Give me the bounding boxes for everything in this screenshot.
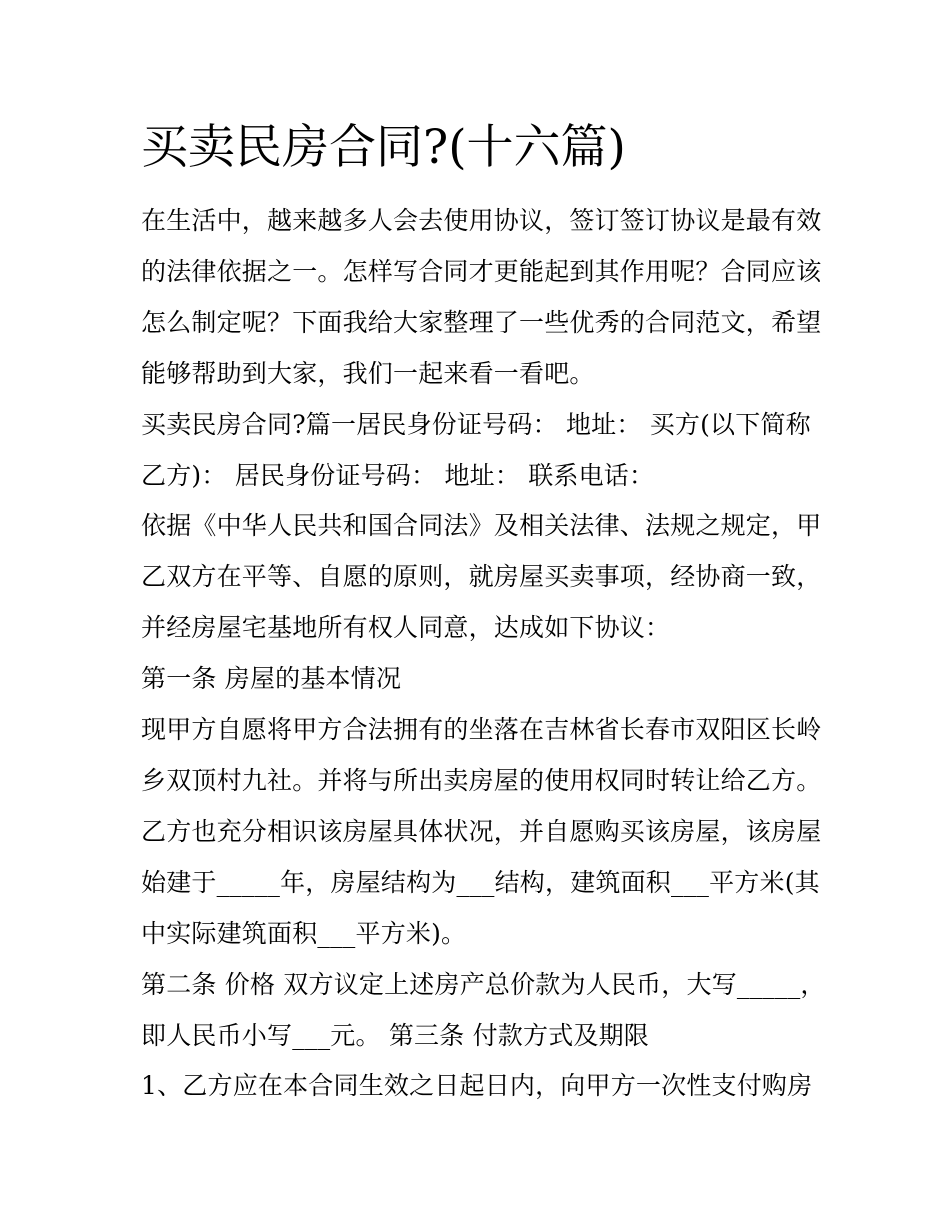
text-line: 乡双顶村九社。并将与所出卖房屋的使用权同时转让给乙方。	[141, 765, 822, 795]
text-line: 能够帮助到大家，我们一起来看一看吧。	[141, 358, 595, 388]
text-line: 现甲方自愿将甲方合法拥有的坐落在吉林省长春市双阳区长岭	[141, 715, 822, 745]
section-heading-line: 第一条 房屋的基本情况	[141, 664, 402, 694]
text-line: 乙方也充分相识该房屋具体状况，并自愿购买该房屋，该房屋	[141, 816, 822, 846]
document-title: 买卖民房合同?(十六篇)	[141, 120, 626, 175]
text-line: 买卖民房合同?篇一居民身份证号码： 地址： 买方(以下简称	[141, 409, 811, 439]
text-line: 中实际建筑面积___平方米)。	[141, 918, 467, 948]
text-line: 在生活中，越来越多人会去使用协议，签订签订协议是最有效	[141, 206, 822, 235]
text-line: 乙方)： 居民身份证号码： 地址： 联系电话：	[141, 460, 655, 490]
text-line: 乙双方在平等、自愿的原则，就房屋买卖事项，经协商一致，	[141, 562, 822, 592]
text-line: 并经房屋宅基地所有权人同意，达成如下协议：	[141, 613, 671, 643]
text-line: 始建于_____年，房屋结构为___结构，建筑面积___平方米(其	[141, 867, 820, 897]
document-text	[141, 196, 826, 1112]
text-line: 依据《中华人民共和国合同法》及相关法律、法规之规定，甲	[141, 511, 822, 541]
text-line: 怎么制定呢？下面我给大家整理了一些优秀的合同范文，希望	[141, 307, 822, 337]
text-line: 即人民币小写___元。 第三条 付款方式及期限	[141, 1020, 649, 1050]
document-body	[141, 110, 826, 1112]
text-line: 1、乙方应在本合同生效之日起日内，向甲方一次性支付购房	[141, 1071, 813, 1101]
text-line: 第二条 价格 双方议定上述房产总价款为人民币，大写_____，	[141, 969, 826, 999]
text-line: 的法律依据之一。怎样写合同才更能起到其作用呢？合同应该	[141, 256, 822, 286]
